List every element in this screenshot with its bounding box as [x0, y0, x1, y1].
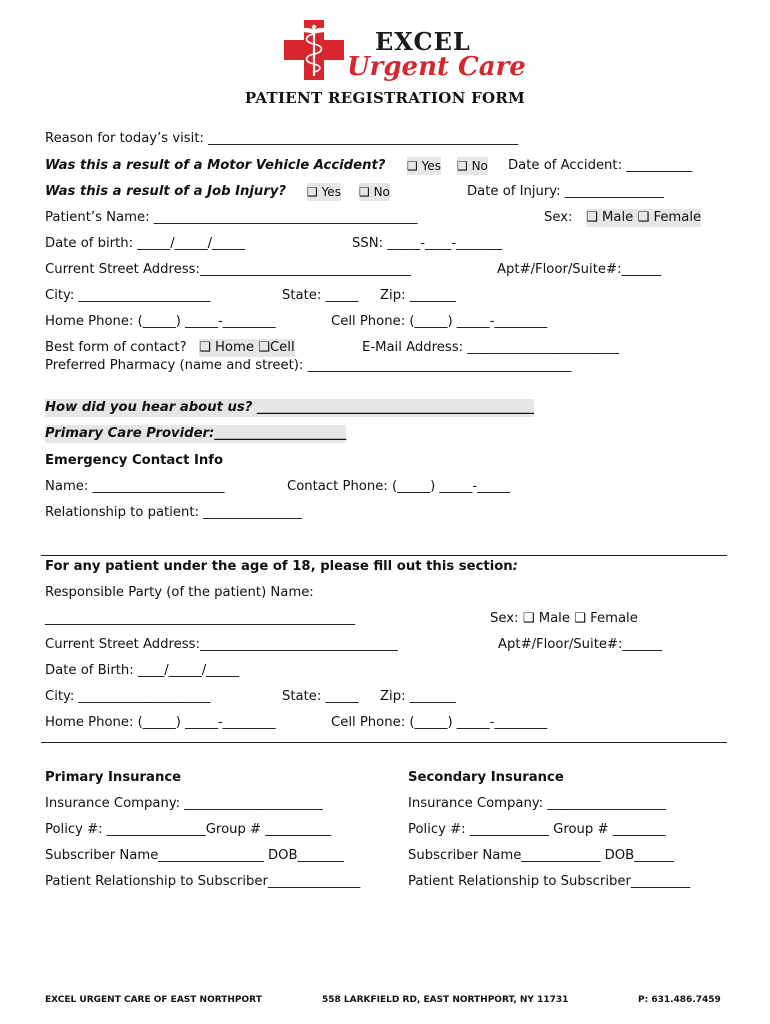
- minor-zip-field[interactable]: Zip: _______: [380, 689, 456, 704]
- primary-relationship-field[interactable]: Patient Relationship to Subscriber______________: [45, 874, 361, 889]
- primary-subscriber-field[interactable]: Subscriber Name________________ DOB_______: [45, 848, 344, 863]
- accident-date-field[interactable]: Date of Accident: __________: [508, 158, 693, 173]
- primary-policy-field[interactable]: Policy #: _______________Group # __________: [45, 822, 332, 837]
- red-cross-caduceus-logo-icon: [284, 20, 344, 80]
- minor-city-field[interactable]: City: ____________________: [45, 689, 211, 704]
- minor-home-phone-field[interactable]: Home Phone: (_____) _____-________: [45, 715, 276, 730]
- secondary-policy-field[interactable]: Policy #: ____________ Group # ________: [408, 822, 666, 837]
- city-field[interactable]: City: ____________________: [45, 288, 211, 303]
- email-field[interactable]: E-Mail Address: _______________________: [362, 340, 619, 355]
- responsible-party-label: Responsible Party (of the patient) Name:: [45, 585, 314, 600]
- injury-date-field[interactable]: Date of Injury: _______________: [467, 184, 664, 199]
- primary-insurance-company-field[interactable]: Insurance Company: _____________________: [45, 796, 323, 811]
- job-injury-question: Was this a result of a Job Injury?: [45, 184, 287, 199]
- state-field[interactable]: State: _____: [282, 288, 359, 303]
- secondary-insurance-company-field[interactable]: Insurance Company: __________________: [408, 796, 666, 811]
- brand-name-bottom: Urgent Care: [347, 52, 526, 82]
- emergency-relationship-field[interactable]: Relationship to patient: _______________: [45, 505, 303, 520]
- patient-name-field[interactable]: Patient’s Name: ________________________________________: [45, 210, 418, 225]
- minor-sex-checkboxes[interactable]: Sex: ❑ Male ❑ Female: [490, 611, 638, 626]
- sex-checkboxes[interactable]: ❑ Male ❑ Female: [586, 210, 702, 225]
- cell-phone-field[interactable]: Cell Phone: (_____) _____-________: [331, 314, 548, 329]
- referral-source-field[interactable]: How did you hear about us? __________________________________________: [45, 400, 534, 415]
- job-no-checkbox[interactable]: ❑ No: [359, 185, 390, 199]
- sex-label: Sex:: [544, 210, 573, 225]
- responsible-party-name-field[interactable]: _______________________________________________: [45, 611, 355, 626]
- emergency-heading: Emergency Contact Info: [45, 453, 224, 468]
- footer-address: 558 LARKFIELD RD, EAST NORTHPORT, NY 11731: [322, 995, 569, 1005]
- mva-no-checkbox[interactable]: ❑ No: [457, 159, 488, 173]
- reason-for-visit-field[interactable]: Reason for today’s visit: _______________________________________________: [45, 131, 519, 146]
- secondary-relationship-field[interactable]: Patient Relationship to Subscriber_________: [408, 874, 691, 889]
- minor-street-field[interactable]: Current Street Address:______________________________: [45, 637, 398, 652]
- emergency-name-field[interactable]: Name: ____________________: [45, 479, 225, 494]
- mva-yes-checkbox[interactable]: ❑ Yes: [407, 159, 441, 173]
- ssn-field[interactable]: SSN: _____-____-_______: [352, 236, 503, 251]
- job-yes-checkbox[interactable]: ❑ Yes: [307, 185, 341, 199]
- dob-field[interactable]: Date of birth: _____/_____/_____: [45, 236, 246, 251]
- minor-apt-field[interactable]: Apt#/Floor/Suite#:______: [498, 637, 663, 652]
- primary-insurance-heading: Primary Insurance: [45, 770, 182, 785]
- form-title: PATIENT REGISTRATION FORM: [244, 89, 526, 107]
- secondary-insurance-heading: Secondary Insurance: [408, 770, 564, 785]
- apt-field[interactable]: Apt#/Floor/Suite#:______: [497, 262, 662, 277]
- minor-cell-phone-field[interactable]: Cell Phone: (_____) _____-________: [331, 715, 548, 730]
- secondary-subscriber-field[interactable]: Subscriber Name____________ DOB______: [408, 848, 674, 863]
- zip-field[interactable]: Zip: _______: [380, 288, 456, 303]
- brand-name-top: EXCEL: [375, 27, 471, 56]
- footer-clinic-name: EXCEL URGENT CARE OF EAST NORTHPORT: [45, 995, 262, 1005]
- street-address-field[interactable]: Current Street Address:________________________________: [45, 262, 411, 277]
- minor-heading: For any patient under the age of 18, please fill out this section:: [45, 559, 518, 574]
- minor-dob-field[interactable]: Date of Birth: ____/_____/_____: [45, 663, 240, 678]
- home-phone-field[interactable]: Home Phone: (_____) _____-________: [45, 314, 276, 329]
- minor-state-field[interactable]: State: _____: [282, 689, 359, 704]
- contact-preference-checkboxes[interactable]: ❑ Home ❑Cell: [199, 340, 295, 355]
- footer-phone: P: 631.486.7459: [638, 995, 721, 1005]
- mva-question: Was this a result of a Motor Vehicle Accident?: [45, 158, 386, 173]
- primary-care-provider-field[interactable]: Primary Care Provider:____________________: [45, 426, 347, 441]
- pharmacy-field[interactable]: Preferred Pharmacy (name and street): ________________________________________: [45, 358, 572, 373]
- emergency-phone-field[interactable]: Contact Phone: (_____) _____-_____: [287, 479, 511, 494]
- contact-preference-label: Best form of contact?: [45, 340, 187, 355]
